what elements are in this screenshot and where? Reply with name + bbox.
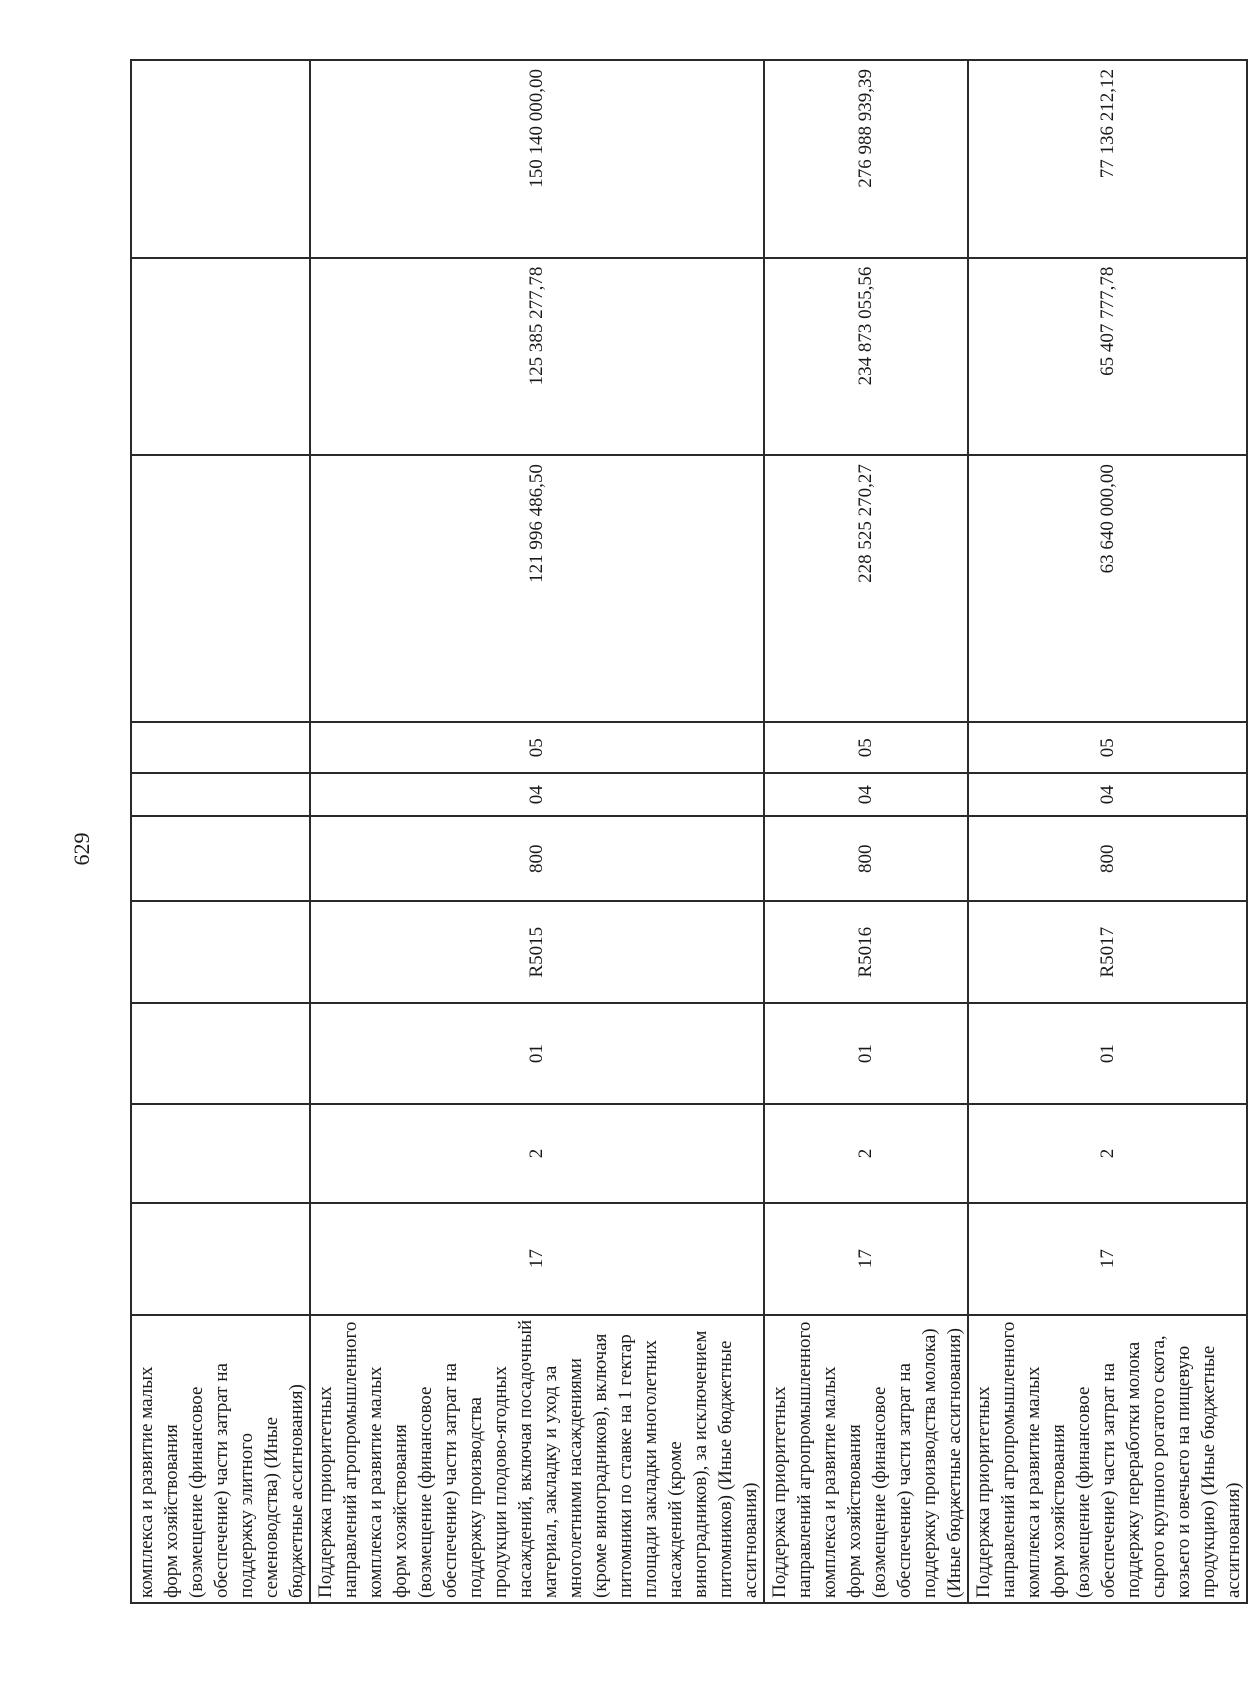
main-event-cell: [131, 1003, 310, 1104]
expense-type-cell: [131, 816, 310, 901]
section-cell: 04: [310, 773, 764, 816]
row-description: Поддержка приоритетных направлений агропромышленного комплекса и развитие малых форм хозяйствования (возмещение (финансовое обеспечение) части затрат на поддержку производства продукции плодово-ягодных насаждений, включая посадочный материал, закладку и уход за многолетними насаждениями (кроме виноградников), включая питомники по ставке на 1 гектар площади закладки многолетних насаждений (кроме виноградников), за исключением питомников) (Иные бюджетные ассигнования): [310, 1315, 764, 1603]
budget-table: [130, 59, 1248, 1604]
table-row: [764, 60, 968, 1603]
row-description: Поддержка приоритетных направлений агропромышленного комплекса и развитие малых форм хозяйствования (возмещение (финансовое обеспечение) части затрат на поддержку производства молока) (Иные бюджетные ассигнования): [764, 1315, 968, 1603]
subprogram-cell: 2: [968, 1104, 1247, 1202]
direction-cell: R5016: [764, 901, 968, 1002]
main-event-cell: 01: [968, 1003, 1247, 1104]
rotated-page-content: [130, 59, 1244, 1604]
program-cell: 17: [764, 1203, 968, 1315]
section-cell: 04: [968, 773, 1247, 816]
subsection-cell: 05: [764, 722, 968, 773]
subprogram-cell: [131, 1104, 310, 1202]
main-event-cell: 01: [310, 1003, 764, 1104]
amount-2020-cell: [131, 258, 310, 456]
subprogram-cell: 2: [764, 1104, 968, 1202]
amount-2021-cell: 150 140 000,00: [310, 60, 764, 258]
main-event-cell: 01: [764, 1003, 968, 1104]
amount-2021-cell: 77 136 212,12: [968, 60, 1247, 258]
table-row: [310, 60, 764, 1603]
section-cell: 04: [764, 773, 968, 816]
row-description: комплекса и развитие малых форм хозяйствования (возмещение (финансовое обеспечение) части затрат на поддержку элитного семеноводства) (Иные бюджетные ассигнования): [131, 1315, 310, 1603]
amount-2019-cell: [131, 455, 310, 722]
direction-cell: [131, 901, 310, 1002]
expense-type-cell: 800: [968, 816, 1247, 901]
amount-2021-cell: [131, 60, 310, 258]
subsection-cell: 05: [310, 722, 764, 773]
program-cell: [131, 1203, 310, 1315]
expense-type-cell: 800: [764, 816, 968, 901]
section-cell: [131, 773, 310, 816]
subsection-cell: 05: [968, 722, 1247, 773]
direction-cell: R5017: [968, 901, 1247, 1002]
amount-2019-cell: 228 525 270,27: [764, 455, 968, 722]
page-number: 629: [69, 832, 94, 866]
expense-type-cell: 800: [310, 816, 764, 901]
subsection-cell: [131, 722, 310, 773]
subprogram-cell: 2: [310, 1104, 764, 1202]
row-description: Поддержка приоритетных направлений агропромышленного комплекса и развитие малых форм хозяйствования (возмещение (финансовое обеспечение) части затрат на поддержку переработки молока сырого крупного рогатого скота, козьего и овечьего на пищевую продукцию) (Иные бюджетные ассигнования): [968, 1315, 1247, 1603]
table-row: [131, 60, 310, 1603]
amount-2019-cell: 63 640 000,00: [968, 455, 1247, 722]
amount-2021-cell: 276 988 939,39: [764, 60, 968, 258]
program-cell: 17: [310, 1203, 764, 1315]
amount-2020-cell: 125 385 277,78: [310, 258, 764, 456]
amount-2020-cell: 234 873 055,56: [764, 258, 968, 456]
program-cell: 17: [968, 1203, 1247, 1315]
table-row: [968, 60, 1247, 1603]
amount-2020-cell: 65 407 777,78: [968, 258, 1247, 456]
direction-cell: R5015: [310, 901, 764, 1002]
amount-2019-cell: 121 996 486,50: [310, 455, 764, 722]
